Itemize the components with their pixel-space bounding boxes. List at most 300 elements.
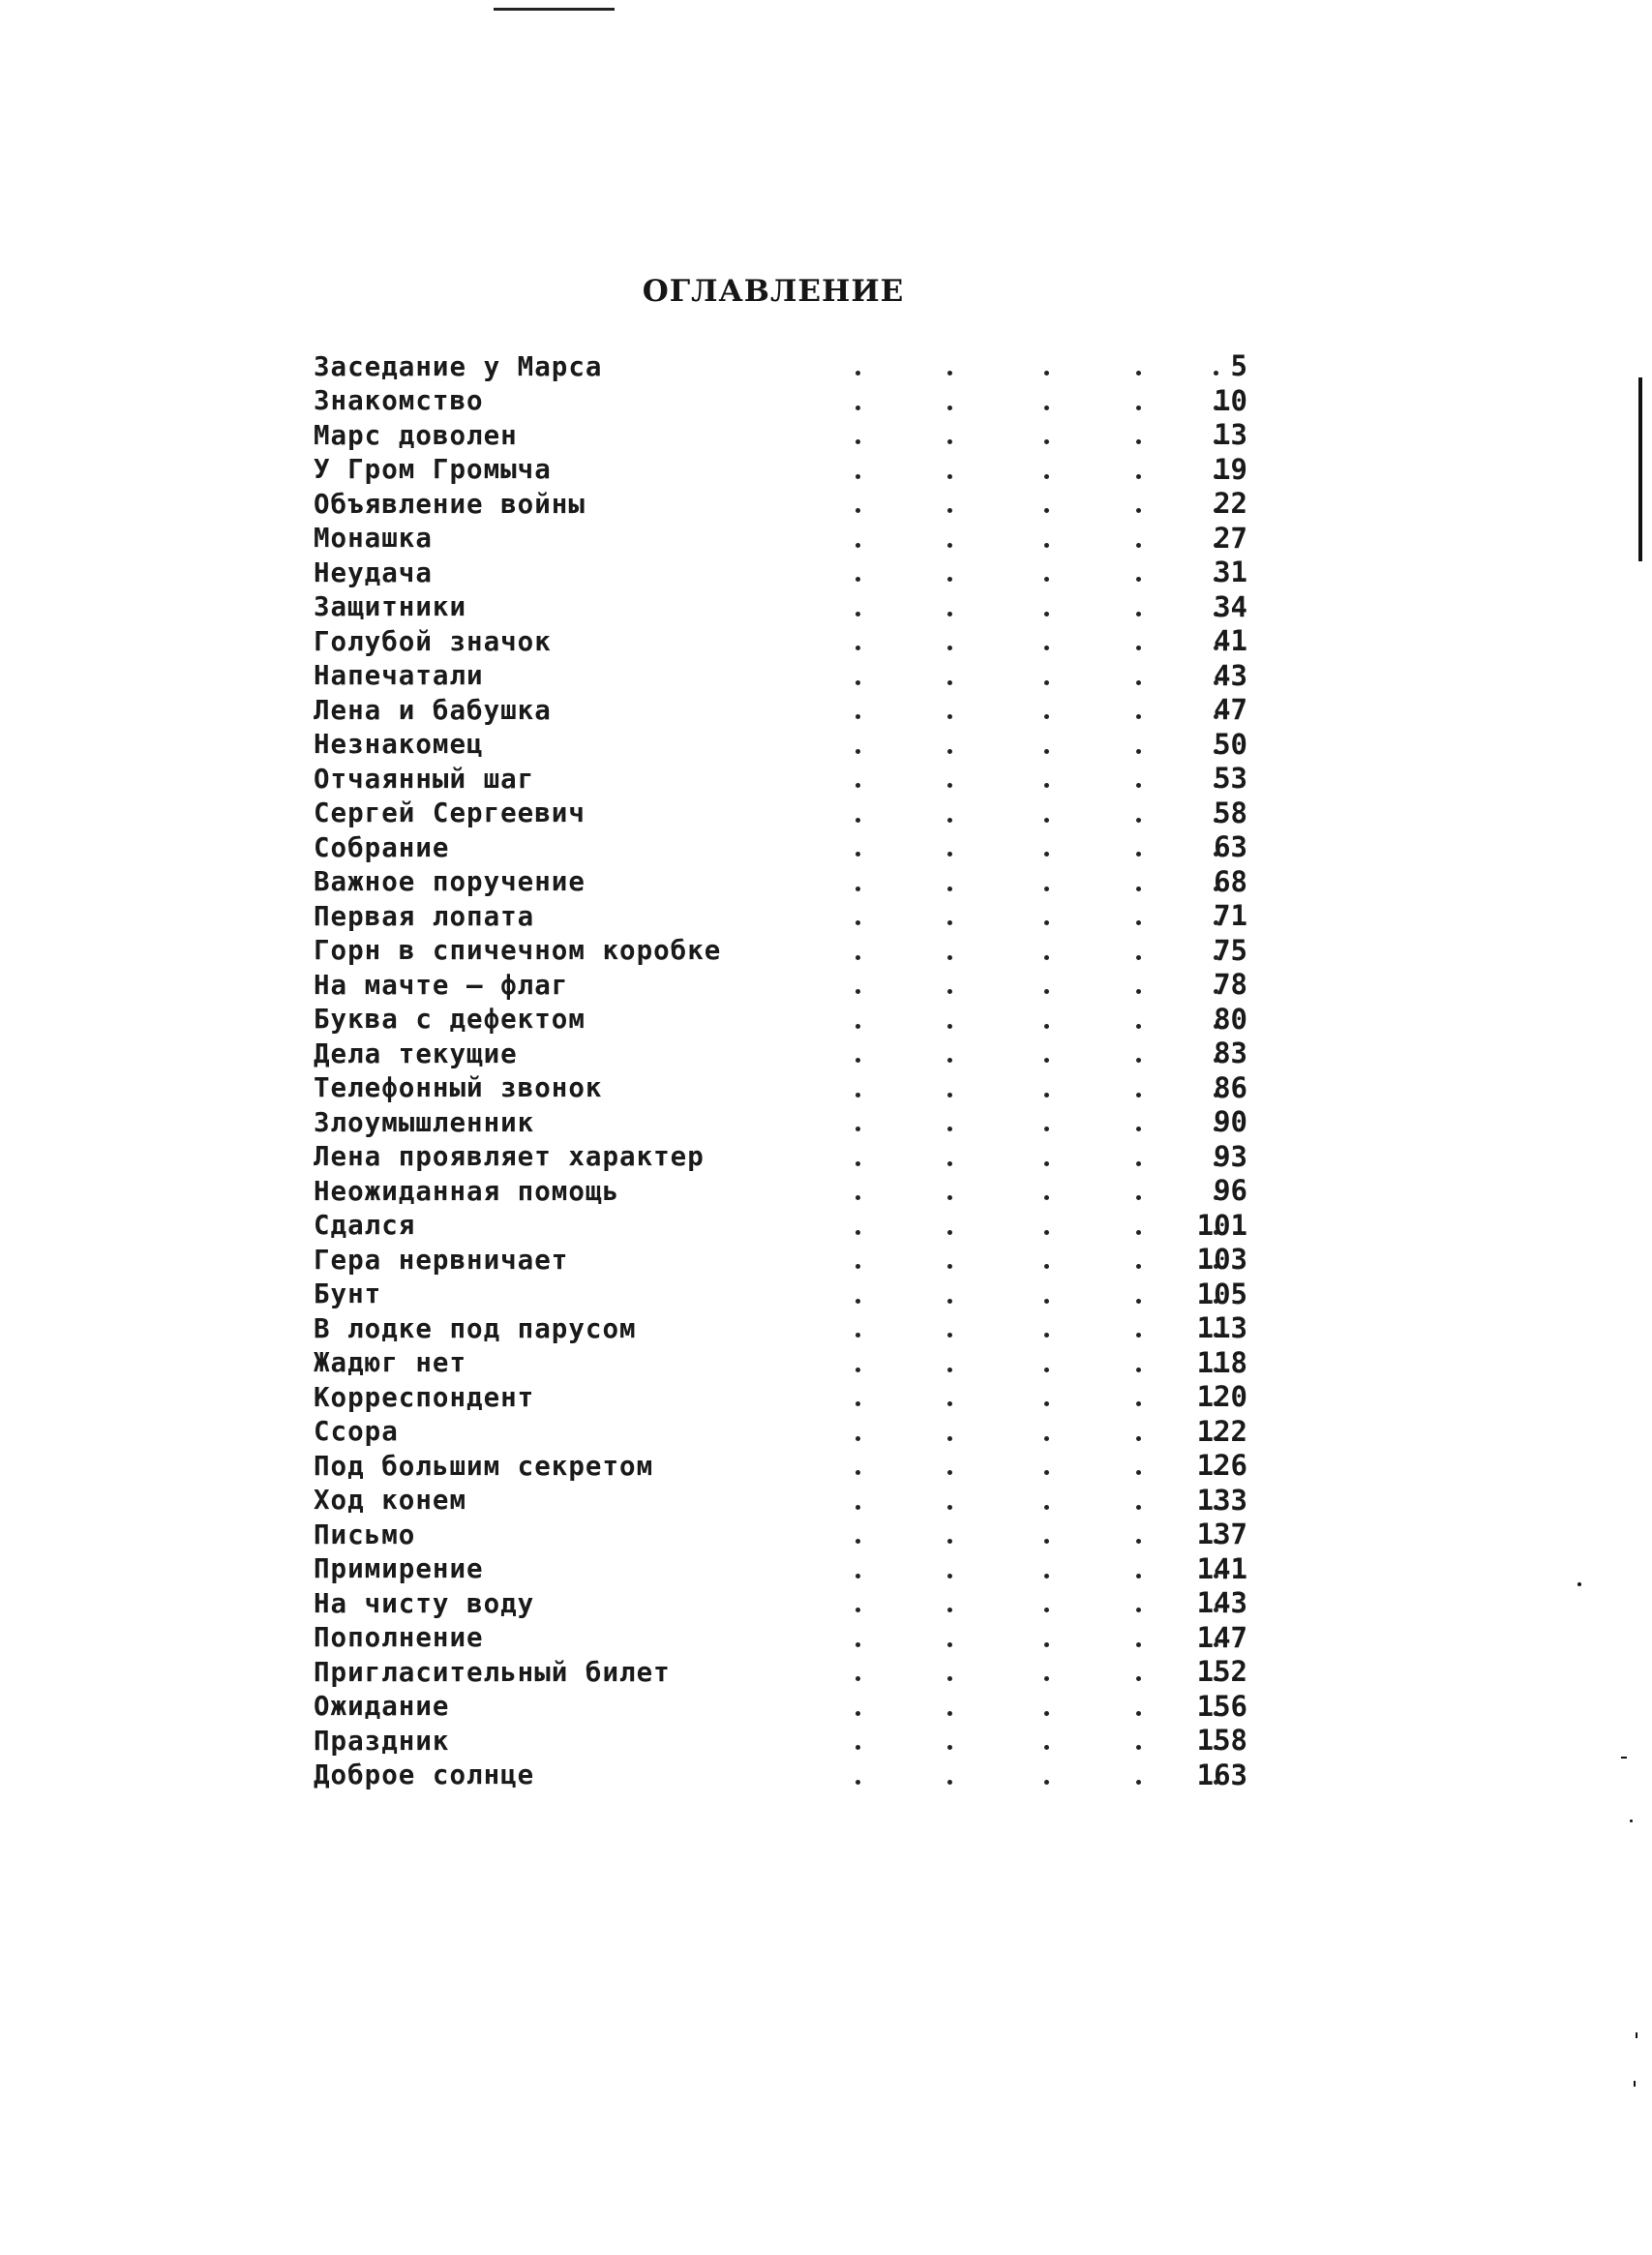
toc-entry-title: Марс доволен xyxy=(314,419,518,451)
toc-entry-page: 122 xyxy=(1196,1414,1247,1448)
leader-dot xyxy=(1044,1093,1049,1097)
leader-dot xyxy=(856,714,860,719)
toc-entry xyxy=(314,624,1247,659)
leader-dot xyxy=(947,1470,952,1475)
toc-entry xyxy=(314,522,1247,556)
toc-entry xyxy=(314,1174,1247,1209)
leader-dot xyxy=(856,680,860,685)
toc-entry xyxy=(314,1552,1247,1587)
leader-dot xyxy=(856,1436,860,1441)
toc-entry-page: 156 xyxy=(1196,1689,1247,1723)
leader-dot xyxy=(1044,577,1049,582)
toc-entry-page: 58 xyxy=(1214,796,1247,829)
leader-dot xyxy=(1136,783,1141,788)
leader-dot xyxy=(1044,1058,1049,1063)
scan-speck xyxy=(1636,2032,1637,2038)
leader-dot xyxy=(856,1401,860,1406)
toc-entry xyxy=(314,590,1247,625)
toc-entry-page: 163 xyxy=(1196,1758,1247,1791)
toc-entry xyxy=(314,693,1247,728)
scan-speck xyxy=(1621,1757,1627,1759)
leader-dot xyxy=(1136,1368,1141,1372)
leader-dot xyxy=(856,818,860,823)
leader-dot xyxy=(1136,1676,1141,1681)
toc-entry-page: 68 xyxy=(1214,864,1247,898)
leader-dot xyxy=(1044,920,1049,925)
toc-entry-title: Жадюг нет xyxy=(314,1347,467,1379)
scan-speck xyxy=(1577,1582,1581,1586)
leader-dot xyxy=(856,1539,860,1544)
toc-entry xyxy=(314,865,1247,900)
leader-dot xyxy=(1136,989,1141,994)
leader-dot xyxy=(1044,714,1049,719)
leader-dot xyxy=(1044,1024,1049,1029)
leader-dot xyxy=(856,1127,860,1131)
toc-entry-page: 158 xyxy=(1196,1724,1247,1757)
toc-entry-title: Ход конем xyxy=(314,1485,467,1517)
leader-dot xyxy=(1136,371,1141,376)
leader-dot xyxy=(1136,508,1141,513)
toc-entry-title: Доброе солнце xyxy=(314,1759,535,1791)
leader-dot xyxy=(1044,1299,1049,1304)
leader-dot xyxy=(947,508,952,513)
toc-entry-page: 147 xyxy=(1196,1620,1247,1654)
top-rule xyxy=(494,8,615,11)
toc-entry-page: 90 xyxy=(1214,1105,1247,1138)
toc-entry-page: 83 xyxy=(1214,1037,1247,1069)
toc-entry-title: Незнакомец xyxy=(314,729,484,761)
toc-entry-title: Сергей Сергеевич xyxy=(314,797,586,829)
leader-dot xyxy=(1044,680,1049,685)
leader-dot xyxy=(947,852,952,857)
leader-dot xyxy=(947,1264,952,1269)
leader-dot xyxy=(856,1058,860,1063)
toc-entry-page: 22 xyxy=(1214,487,1247,520)
leader-dot xyxy=(856,406,860,410)
toc-entry-title: Злоумышленник xyxy=(314,1106,535,1138)
leader-dot xyxy=(947,1676,952,1681)
toc-list xyxy=(314,349,1247,1792)
leader-dot xyxy=(1044,1264,1049,1269)
leader-dot xyxy=(856,1230,860,1235)
toc-entry-title: Лена и бабушка xyxy=(314,694,552,726)
leader-dot xyxy=(1136,439,1141,444)
leader-dot xyxy=(1136,1093,1141,1097)
toc-entry-title: Буква с дефектом xyxy=(314,1004,586,1036)
page-title: ОГЛАВЛЕНИЕ xyxy=(642,273,905,309)
leader-dot xyxy=(1136,1299,1141,1304)
toc-entry xyxy=(314,1278,1247,1312)
leader-dot xyxy=(1136,474,1141,479)
leader-dot xyxy=(947,1230,952,1235)
leader-dot xyxy=(856,1574,860,1578)
toc-entry xyxy=(314,934,1247,969)
toc-entry-title: Монашка xyxy=(314,523,433,555)
toc-entry xyxy=(314,1071,1247,1106)
toc-entry-title: Ссора xyxy=(314,1416,399,1448)
leader-dot xyxy=(1136,1058,1141,1063)
leader-dot xyxy=(856,1505,860,1510)
leader-dot xyxy=(856,1676,860,1681)
leader-dot xyxy=(1136,955,1141,960)
toc-entry xyxy=(314,1415,1247,1450)
toc-entry xyxy=(314,1518,1247,1552)
toc-entry-page: 141 xyxy=(1196,1551,1247,1585)
leader-dot xyxy=(1136,646,1141,650)
leader-dot xyxy=(1044,371,1049,376)
leader-dot xyxy=(1136,1539,1141,1544)
toc-entry-title: В лодке под парусом xyxy=(314,1312,637,1344)
toc-entry-page: 10 xyxy=(1214,383,1247,417)
leader-dot xyxy=(1136,1505,1141,1510)
scan-speck xyxy=(1630,1819,1633,1822)
toc-entry-page: 105 xyxy=(1196,1277,1247,1310)
leader-dot xyxy=(1044,406,1049,410)
leader-dot xyxy=(856,1711,860,1716)
toc-entry-title: На чисту воду xyxy=(314,1587,535,1619)
leader-dot xyxy=(1044,1401,1049,1406)
toc-entry-page: 71 xyxy=(1214,899,1247,932)
toc-entry-title: На мачте — флаг xyxy=(314,969,569,1001)
leader-dot xyxy=(947,1574,952,1578)
leader-dot xyxy=(1044,1676,1049,1681)
leader-dot xyxy=(947,887,952,891)
toc-entry xyxy=(314,1586,1247,1621)
leader-dot xyxy=(947,1505,952,1510)
leader-dot xyxy=(1044,1574,1049,1578)
toc-entry xyxy=(314,1346,1247,1381)
toc-entry xyxy=(314,762,1247,797)
leader-dot xyxy=(856,543,860,548)
leader-dot xyxy=(1136,920,1141,925)
toc-entry xyxy=(314,556,1247,590)
leader-dot xyxy=(1136,612,1141,616)
leader-dot xyxy=(856,577,860,582)
leader-dot xyxy=(1136,1024,1141,1029)
toc-entry-title: Сдался xyxy=(314,1210,416,1242)
toc-entry-title: Объявление войны xyxy=(314,488,586,520)
toc-entry-page: 80 xyxy=(1214,1002,1247,1036)
toc-entry-title: Голубой значок xyxy=(314,625,552,657)
toc-entry-page: 143 xyxy=(1196,1586,1247,1619)
leader-dot xyxy=(1136,1780,1141,1785)
leader-dot xyxy=(856,1470,860,1475)
leader-dot xyxy=(1136,749,1141,754)
leader-dot xyxy=(856,1195,860,1200)
leader-dot xyxy=(856,887,860,891)
leader-dot xyxy=(1136,406,1141,410)
leader-dot xyxy=(1044,989,1049,994)
toc-entry xyxy=(314,1311,1247,1346)
leader-dot xyxy=(947,1333,952,1338)
toc-entry xyxy=(314,728,1247,763)
leader-dot xyxy=(856,920,860,925)
toc-entry-page: 43 xyxy=(1214,658,1247,692)
leader-dot xyxy=(1044,646,1049,650)
leader-dot xyxy=(1136,1230,1141,1235)
toc-entry xyxy=(314,968,1247,1003)
leader-dot xyxy=(947,439,952,444)
leader-dot xyxy=(1044,1642,1049,1647)
toc-entry-page: 152 xyxy=(1196,1655,1247,1688)
leader-dot xyxy=(947,543,952,548)
leader-dot xyxy=(1044,852,1049,857)
toc-entry-page: 103 xyxy=(1196,1243,1247,1276)
leader-dot xyxy=(1136,1401,1141,1406)
toc-entry-title: Праздник xyxy=(314,1725,450,1757)
leader-dot xyxy=(947,783,952,788)
leader-dot xyxy=(856,955,860,960)
toc-entry xyxy=(314,1759,1247,1793)
leader-dot xyxy=(947,612,952,616)
leader-dot xyxy=(1136,1470,1141,1475)
leader-dot xyxy=(856,1745,860,1750)
leader-dot xyxy=(856,508,860,513)
toc-entry xyxy=(314,418,1247,453)
toc-entry-page: 93 xyxy=(1214,1139,1247,1173)
leader-dot xyxy=(1136,1711,1141,1716)
leader-dot xyxy=(856,612,860,616)
leader-dot xyxy=(1044,1333,1049,1338)
toc-entry-title: Пригласительный билет xyxy=(314,1656,671,1688)
toc-entry xyxy=(314,1003,1247,1037)
toc-entry-title: Неудача xyxy=(314,556,433,588)
toc-entry-title: Лена проявляет характер xyxy=(314,1141,705,1173)
scan-speck xyxy=(1634,2081,1636,2087)
toc-entry-page: 133 xyxy=(1196,1483,1247,1517)
leader-dot xyxy=(1136,887,1141,891)
leader-dot xyxy=(1136,1264,1141,1269)
toc-entry xyxy=(314,899,1247,934)
toc-entry-page: 31 xyxy=(1214,556,1247,588)
leader-dot xyxy=(1136,1642,1141,1647)
leader-dot xyxy=(947,680,952,685)
leader-dot xyxy=(1136,1436,1141,1441)
toc-entry-page: 118 xyxy=(1196,1345,1247,1379)
leader-dot xyxy=(1044,887,1049,891)
toc-entry-page: 137 xyxy=(1196,1518,1247,1550)
leader-dot xyxy=(947,1539,952,1544)
leader-dot xyxy=(947,1299,952,1304)
toc-entry xyxy=(314,830,1247,865)
toc-entry-page: 86 xyxy=(1214,1070,1247,1104)
leader-dot xyxy=(856,989,860,994)
leader-dot xyxy=(1136,1745,1141,1750)
leader-dot xyxy=(947,1024,952,1029)
leader-dot xyxy=(856,1161,860,1166)
leader-dot xyxy=(1044,612,1049,616)
leader-dot xyxy=(1044,818,1049,823)
leader-dot xyxy=(947,1608,952,1612)
leader-dot xyxy=(1044,783,1049,788)
toc-entry xyxy=(314,1140,1247,1175)
toc-entry xyxy=(314,1380,1247,1415)
leader-dot xyxy=(1044,1195,1049,1200)
leader-dot xyxy=(1044,1539,1049,1544)
leader-dot xyxy=(947,1058,952,1063)
leader-dot xyxy=(856,1333,860,1338)
leader-dot xyxy=(1136,1333,1141,1338)
leader-dot xyxy=(856,1264,860,1269)
toc-entry-title: Важное поручение xyxy=(314,866,586,898)
toc-entry-title: Письмо xyxy=(314,1518,416,1550)
toc-entry-title: Отчаянный шаг xyxy=(314,763,535,795)
leader-dot xyxy=(1136,577,1141,582)
leader-dot xyxy=(1044,1608,1049,1612)
leader-dot xyxy=(1044,543,1049,548)
leader-dot xyxy=(1136,818,1141,823)
leader-dot xyxy=(1136,1195,1141,1200)
leader-dot xyxy=(1044,1436,1049,1441)
toc-entry-page: 13 xyxy=(1214,418,1247,451)
toc-entry-title: Примирение xyxy=(314,1553,484,1585)
toc-entry-page: 53 xyxy=(1214,762,1247,795)
leader-dot xyxy=(1136,1574,1141,1578)
toc-entry-page: 113 xyxy=(1196,1311,1247,1344)
toc-entry-page: 78 xyxy=(1214,968,1247,1001)
leader-dot xyxy=(947,749,952,754)
toc-entry-title: У Гром Громыча xyxy=(314,454,552,486)
leader-dot xyxy=(1136,852,1141,857)
leader-dot xyxy=(1044,1127,1049,1131)
leader-dot xyxy=(947,989,952,994)
leader-dot xyxy=(856,1642,860,1647)
toc-entry-page: 63 xyxy=(1214,830,1247,863)
toc-entry-title: Напечатали xyxy=(314,660,484,692)
toc-entry xyxy=(314,1690,1247,1725)
leader-dot xyxy=(856,646,860,650)
leader-dot xyxy=(947,406,952,410)
leader-dot xyxy=(856,371,860,376)
leader-dot xyxy=(1044,1745,1049,1750)
leader-dot xyxy=(1136,680,1141,685)
leader-dot xyxy=(1044,1161,1049,1166)
scan-margin-mark xyxy=(1638,377,1642,561)
leader-dot xyxy=(947,1368,952,1372)
leader-dot xyxy=(1044,508,1049,513)
leader-dot xyxy=(947,577,952,582)
toc-entry-page: 126 xyxy=(1196,1449,1247,1482)
toc-entry-title: Под большим секретом xyxy=(314,1450,654,1482)
leader-dot xyxy=(856,749,860,754)
toc-entry xyxy=(314,384,1247,419)
leader-dot xyxy=(856,1780,860,1785)
toc-entry-page: 5 xyxy=(1230,349,1247,382)
toc-entry xyxy=(314,487,1247,522)
toc-entry-title: Собрание xyxy=(314,831,450,863)
leader-dot xyxy=(856,852,860,857)
leader-dot xyxy=(947,1401,952,1406)
leader-dot xyxy=(1044,955,1049,960)
toc-entry xyxy=(314,659,1247,694)
leader-dot xyxy=(947,1745,952,1750)
toc-entry-page: 75 xyxy=(1214,933,1247,967)
toc-entry-title: Первая лопата xyxy=(314,900,535,932)
toc-entry xyxy=(314,1037,1247,1071)
leader-dot xyxy=(856,783,860,788)
toc-entry-title: Защитники xyxy=(314,591,467,623)
toc-entry-page: 50 xyxy=(1214,727,1247,761)
leader-dot xyxy=(947,1780,952,1785)
toc-entry-title: Дела текущие xyxy=(314,1037,518,1069)
leader-dot xyxy=(947,1436,952,1441)
leader-dot xyxy=(947,955,952,960)
leader-dot xyxy=(947,714,952,719)
toc-entry xyxy=(314,1655,1247,1690)
leader-dot xyxy=(1044,1505,1049,1510)
leader-dot xyxy=(1136,1127,1141,1131)
leader-dot xyxy=(947,371,952,376)
toc-entry-title: Заседание у Марса xyxy=(314,350,603,382)
toc-entry xyxy=(314,1449,1247,1484)
toc-entry xyxy=(314,797,1247,831)
toc-entry xyxy=(314,1209,1247,1244)
leader-dot xyxy=(1136,1161,1141,1166)
toc-entry xyxy=(314,1243,1247,1278)
toc-entry xyxy=(314,1105,1247,1140)
toc-entry-title: Корреспондент xyxy=(314,1381,535,1413)
leader-dot xyxy=(856,1299,860,1304)
toc-entry-page: 120 xyxy=(1196,1380,1247,1413)
leader-dot xyxy=(1044,1230,1049,1235)
toc-entry-page: 96 xyxy=(1214,1174,1247,1207)
leader-dot xyxy=(856,439,860,444)
leader-dot xyxy=(1044,1470,1049,1475)
leader-dot xyxy=(947,474,952,479)
toc-entry-title: Знакомство xyxy=(314,385,484,417)
toc-entry xyxy=(314,1621,1247,1656)
toc-entry-title: Гера нервничает xyxy=(314,1244,569,1276)
leader-dot xyxy=(1136,714,1141,719)
toc-entry-title: Горн в спичечном коробке xyxy=(314,935,722,967)
leader-dot xyxy=(1044,749,1049,754)
leader-dot xyxy=(856,1608,860,1612)
leader-dot xyxy=(1044,439,1049,444)
leader-dot xyxy=(1136,543,1141,548)
toc-entry xyxy=(314,1724,1247,1759)
leader-dot xyxy=(1044,474,1049,479)
toc-entry-title: Бунт xyxy=(314,1278,382,1310)
toc-entry-page: 101 xyxy=(1196,1208,1247,1242)
leader-dot xyxy=(947,646,952,650)
leader-dot xyxy=(1044,1780,1049,1785)
toc-entry xyxy=(314,453,1247,488)
leader-dot xyxy=(947,818,952,823)
leader-dot xyxy=(947,1642,952,1647)
toc-entry-page: 41 xyxy=(1214,624,1247,657)
toc-entry-title: Неожиданная помощь xyxy=(314,1175,620,1207)
leader-dot xyxy=(947,920,952,925)
leader-dot xyxy=(947,1711,952,1716)
leader-dot xyxy=(947,1195,952,1200)
leader-dot xyxy=(856,1024,860,1029)
leader-dot xyxy=(1136,1608,1141,1612)
leader-dot xyxy=(947,1161,952,1166)
leader-dot xyxy=(856,1368,860,1372)
toc-entry-page: 47 xyxy=(1214,693,1247,726)
leader-dot xyxy=(856,1093,860,1097)
leader-dot xyxy=(1044,1711,1049,1716)
toc-entry-title: Телефонный звонок xyxy=(314,1072,603,1104)
leader-dot xyxy=(856,474,860,479)
toc-entry-title: Пополнение xyxy=(314,1622,484,1654)
toc-entry-page: 19 xyxy=(1214,452,1247,486)
toc-entry-page: 34 xyxy=(1214,589,1247,623)
leader-dot xyxy=(947,1093,952,1097)
toc-entry-page: 27 xyxy=(1214,521,1247,555)
toc-entry-title: Ожидание xyxy=(314,1691,450,1723)
leader-dot xyxy=(947,1127,952,1131)
